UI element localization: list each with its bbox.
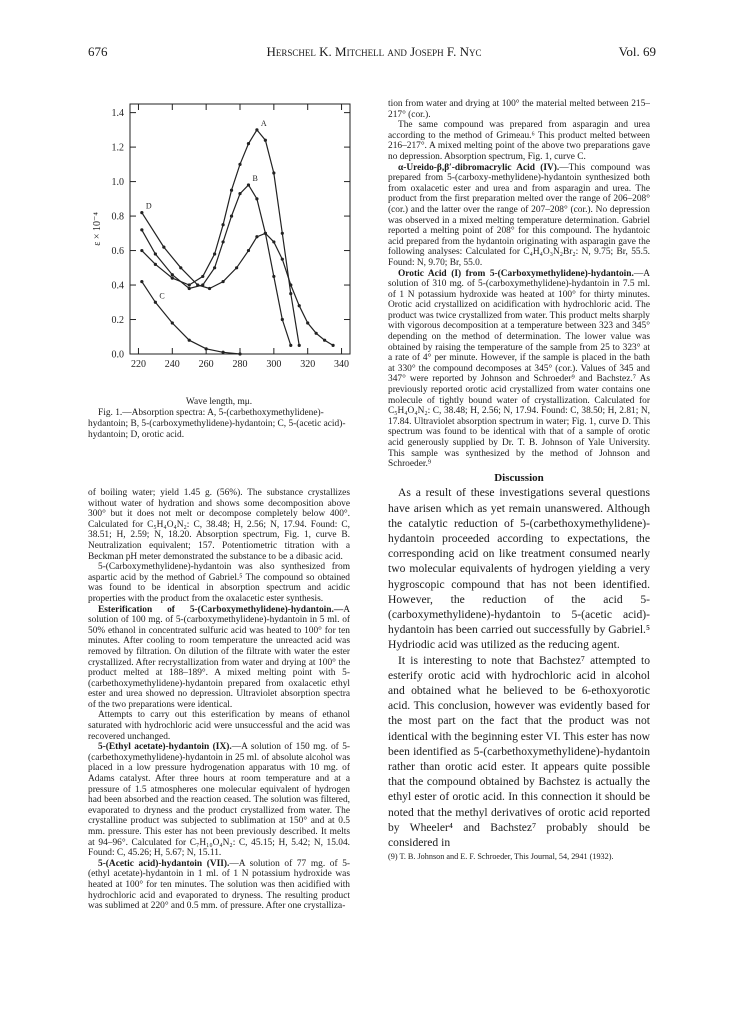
y-tick-label: 0.6 <box>111 246 124 258</box>
section-heading: Esterification of 5-(Carboxymethylidene)-hydantoin.— <box>98 604 344 615</box>
data-point <box>171 273 174 276</box>
data-point <box>140 228 143 231</box>
paragraph: —A solution of 310 mg. of 5-(carboxymethylidene)-hydantoin in 7.5 ml. of 1 N potassium hydroxide was heated at 100° for thirty minutes. Orotic acid crystallized on acidification with hydrochloric acid. The product was twice crystallized from water. This product melts sharply with vigorous decomposition at a temperature between 323 and 345° depending on the method of determination. The lower value was obtained by raising the temperature of the sample from 25 to 323° at a rate of 4° per minute. However, if the sample is placed in the bath at 330° the compound decomposes at 345° (cor.). Values of 345 and 347° were reported by Johnson and Schroeder⁹ and Bachstez.⁷ As previously reported orotic acid crystallized from water contains one molecule of tightly bound water of crystallization. Calculated for C₅H₄O₄N₂: C, 38.48; H, 2.56; N, 17.94. Found: C, 38.50; H, 2.81; N, 17.84. Ultraviolet absorption spectrum in water; Fig. 1, curve D. This spectrum was found to be identical with that of a sample of orotic acid generously supplied by Dr. T. B. Johnson of Yale University. This sample was synthesized by the method of Johnson and Schroeder.⁹ <box>388 268 650 470</box>
data-point <box>201 275 204 278</box>
data-point <box>238 163 241 166</box>
paragraph: tion from water and drying at 100° the material melted between 215–217° (cor.). <box>388 99 650 120</box>
paragraph: —A solution of 150 mg. of 5-(carbethoxymethylidene)-hydantoin in 25 ml. of absolute alcohol was placed in a low pressure hydrogenation apparatus with 10 mg. of Adams catalyst. After three hours at room temperature and at a pressure of 1.5 atmospheres one molecular equivalent of hydrogen had been absorbed and the reaction ceased. The solution was filtered, evaporated to dryness and the product crystallized from water. The crystalline product was subjected to sublimation at 150° and at 0.5 mm. pressure. This ester has not been previously described. It melts at 94–96°. Calculated for C₇H₁₀O₄N₂: C, 45.15; H, 5.42; N, 15.04. Found: C, 45.26; H, 5.67; N, 15.11. <box>88 742 351 859</box>
y-tick-label: 1.0 <box>111 177 124 189</box>
data-point <box>289 344 292 347</box>
y-tick-label: 0.0 <box>111 349 124 361</box>
y-tick-label: 1.4 <box>111 108 124 120</box>
curve-C <box>142 282 240 354</box>
data-point <box>247 249 250 252</box>
data-point <box>171 277 174 280</box>
data-point <box>298 304 301 307</box>
data-point <box>281 232 284 235</box>
section-heading: 5-(Acetic acid)-hydantoin (VII). <box>98 858 230 869</box>
paragraph: of boiling water; yield 1.45 g. (56%). The substance crystallizes without water of hydration and shows some decomposition above 300° but it does not melt or decompose completely below 400°. Calculated for C₅H₄O₄N₂: C, 38.48; H, 2.56; N, 17.94. Found: C, 38.51; H, 2.59; N, 18.20. Absorption spectrum, Fig. 1, curve B. Neutralization equivalent; 157. Potentiometric titration with a Beckman pH meter demonstrated the substance to be a dibasic acid. <box>88 488 350 562</box>
data-point <box>179 266 182 269</box>
data-point <box>162 246 165 249</box>
data-point <box>230 214 233 217</box>
data-point <box>281 258 284 261</box>
data-point <box>208 287 211 290</box>
y-axis-label: ε × 10⁻⁴ <box>92 212 103 246</box>
paragraph: As a result of these investigations several questions have arisen which as yet remain unanswered. Although the catalytic reduction of 5-(carbethoxymethylidene)-hydantoin proceeded according to expectations, the corresponding acid on like treatment consumed nearly two molecular equivalents of hydrogen yielding a very hygroscopic compound that has not been identified. However, the reduction of the acid 5-(carboxymethylidene)-hydantoin to 5-(acetic acid)-hydantoin has been carried out successfully by Gabriel.⁵ Hydriodic acid was utilized as the reducing agent. <box>388 486 650 652</box>
data-point <box>238 352 241 355</box>
data-point <box>221 240 224 243</box>
curve-A <box>142 130 299 346</box>
x-axis-label: Wave length, mμ. <box>185 397 253 407</box>
data-point <box>154 263 157 266</box>
curve-label: A <box>260 118 267 128</box>
data-point <box>272 240 275 243</box>
y-tick-label: 0.2 <box>111 315 124 327</box>
y-tick-label: 0.8 <box>111 211 124 223</box>
x-tick-label: 220 <box>130 359 146 370</box>
data-point <box>255 128 258 131</box>
y-tick-label: 1.2 <box>111 142 124 154</box>
data-point <box>255 197 258 200</box>
paragraph: —This compound was prepared from 5-(carboxy-methylidene)-hydantoin synthesized both from oxalacetic ester and urea and from asparagin and urea. The product from the first preparation melted over the range of 206–208° (cor.) and the latter over the range of 207–208° (cor.). No depression was observed in a mixed melting temperature determination. Gabriel reported a melting point of 208° for this compound. The hydantoic acid prepared from the hydantoin originating with asparagin gave the following analyses: Calculated for C₄H₄O₃N₂Br₂: N, 9.75; Br, 55.5. Found: N, 9.70; Br, 55.0. <box>388 162 651 268</box>
data-point <box>272 275 275 278</box>
paragraph: A solution of 100 mg. of 5-(carboxymethylidene)-hydantoin in 5 ml. of 50% ethanol in concentrated sulfuric acid was heated to 100° for ten minutes. After cooling to room temperature the unreacted acid was removed by filtration. On dilution of the filtrate with water the ester crystallized. After recrystallization from water and drying at 100° the product melted at 188–189°. A mixed melting point with 5-(carbethoxymethylidene)-hydantoin prepared from oxalacetic ethyl ester and urea showed no depression. Ultraviolet absorption spectra of the two preparations were identical. <box>88 604 350 710</box>
data-point <box>140 249 143 252</box>
right-column <box>388 99 650 862</box>
data-point <box>140 280 143 283</box>
data-point <box>247 183 250 186</box>
section-heading: Orotic Acid (I) from 5-(Carboxymethylidene)-hydantoin. <box>398 268 634 279</box>
left-column <box>88 488 350 912</box>
data-point <box>205 347 208 350</box>
figure-caption <box>88 397 350 441</box>
data-point <box>154 252 157 255</box>
section-heading: α-Ureido-β,β′-dibromacrylic Acid (IV). <box>398 162 560 173</box>
data-point <box>213 252 216 255</box>
data-point <box>221 280 224 283</box>
data-point <box>188 287 191 290</box>
data-point <box>306 321 309 324</box>
data-point <box>315 332 318 335</box>
absorption-spectra-figure <box>88 96 358 396</box>
footnote: (9) T. B. Johnson and E. F. Schroeder, This Journal, 54, 2941 (1932). <box>388 852 614 862</box>
data-point <box>221 223 224 226</box>
curve-label: B <box>252 174 258 184</box>
data-point <box>171 321 174 324</box>
data-point <box>289 292 292 295</box>
paragraph: —A solution of 77 mg. of 5-(ethyl acetate)-hydantoin in 1 ml. of 1 N potassium hydroxide was heated at 100° for ten minutes. The solution was then acidified with hydrochloric acid and evaporated to dryness. The resulting product was sublimed at 220° and 0.5 mm. of pressure. After one crystalliza- <box>88 858 351 912</box>
section-heading: 5-(Ethyl acetate)-hydantoin (IX). <box>98 742 232 753</box>
x-tick-label: 280 <box>232 359 248 370</box>
data-point <box>264 232 267 235</box>
x-tick-label: 260 <box>198 359 214 370</box>
paragraph: The same compound was prepared from asparagin and urea according to the method of Grimeau.⁶ This product melted between 216–217°. A mixed melting point of the above two preparations gave no depression. Absorption spectrum, Fig. 1, curve C. <box>388 120 650 162</box>
data-point <box>213 266 216 269</box>
paragraph: Attempts to carry out this esterification by means of ethanol saturated with hydrochloric acid were unsuccessful and the acid was recovered unchanged. <box>88 710 350 742</box>
paragraph: It is interesting to note that Bachstez⁷ attempted to esterify orotic acid with hydrochloric acid in alcohol and obtained what he believed to be 6-ethoxyorotic acid. This conclusion, however was evidently based for the most part on the fact that the product was not identical with the beginning ester VI. This ester has now been identified as 5-(carbethoxymethylidene)-hydantoin rather than orotic acid ester. It appears quite possible that the compound obtained by Bachstez is actually the ethyl ester of orotic acid. In this connection it should be noted that the methyl derivatives of orotic acid reported by Wheeler⁴ and Bachstez⁷ probably should be considered in <box>388 653 650 850</box>
x-tick-label: 320 <box>300 359 316 370</box>
x-tick-label: 340 <box>334 359 350 370</box>
data-point <box>272 171 275 174</box>
data-point <box>289 283 292 286</box>
data-point <box>235 266 238 269</box>
volume-label: Vol. 69 <box>618 44 656 59</box>
data-point <box>323 339 326 342</box>
paragraph: 5-(Carboxymethylidene)-hydantoin was also synthesized from aspartic acid by the method of Gabriel.⁵ The compound so obtained was found to be identical in absorption spectrum and acidic properties with the product from the oxalacetic ester synthesis. <box>88 562 350 604</box>
x-tick-label: 240 <box>164 359 180 370</box>
curve-D <box>142 213 333 346</box>
curve-label: C <box>159 291 165 301</box>
data-point <box>188 339 191 342</box>
data-point <box>247 142 250 145</box>
data-point <box>281 318 284 321</box>
discussion-heading: Discussion <box>494 471 544 484</box>
data-point <box>196 283 199 286</box>
data-point <box>238 192 241 195</box>
data-point <box>264 139 267 142</box>
curve-label: D <box>145 201 152 211</box>
data-point <box>298 344 301 347</box>
y-tick-label: 0.4 <box>111 280 124 292</box>
plot-frame <box>130 104 350 354</box>
page-number: 676 <box>88 44 108 59</box>
data-point <box>331 344 334 347</box>
curve-B <box>142 185 291 345</box>
caption-text: Fig. 1.—Absorption spectra: A, 5-(carbethoxymethylidene)-hydantoin; B, 5-(carboxymethylidene)-hydantoin; C, 5-(acetic acid)-hydantoin; D, orotic acid. <box>88 408 346 440</box>
x-tick-label: 300 <box>266 359 282 370</box>
data-point <box>221 351 224 354</box>
running-title: Herschel K. Mitchell and Joseph F. Nyc <box>266 44 482 59</box>
data-point <box>255 235 258 238</box>
data-point <box>188 283 191 286</box>
data-point <box>154 301 157 304</box>
data-point <box>140 211 143 214</box>
data-point <box>230 189 233 192</box>
